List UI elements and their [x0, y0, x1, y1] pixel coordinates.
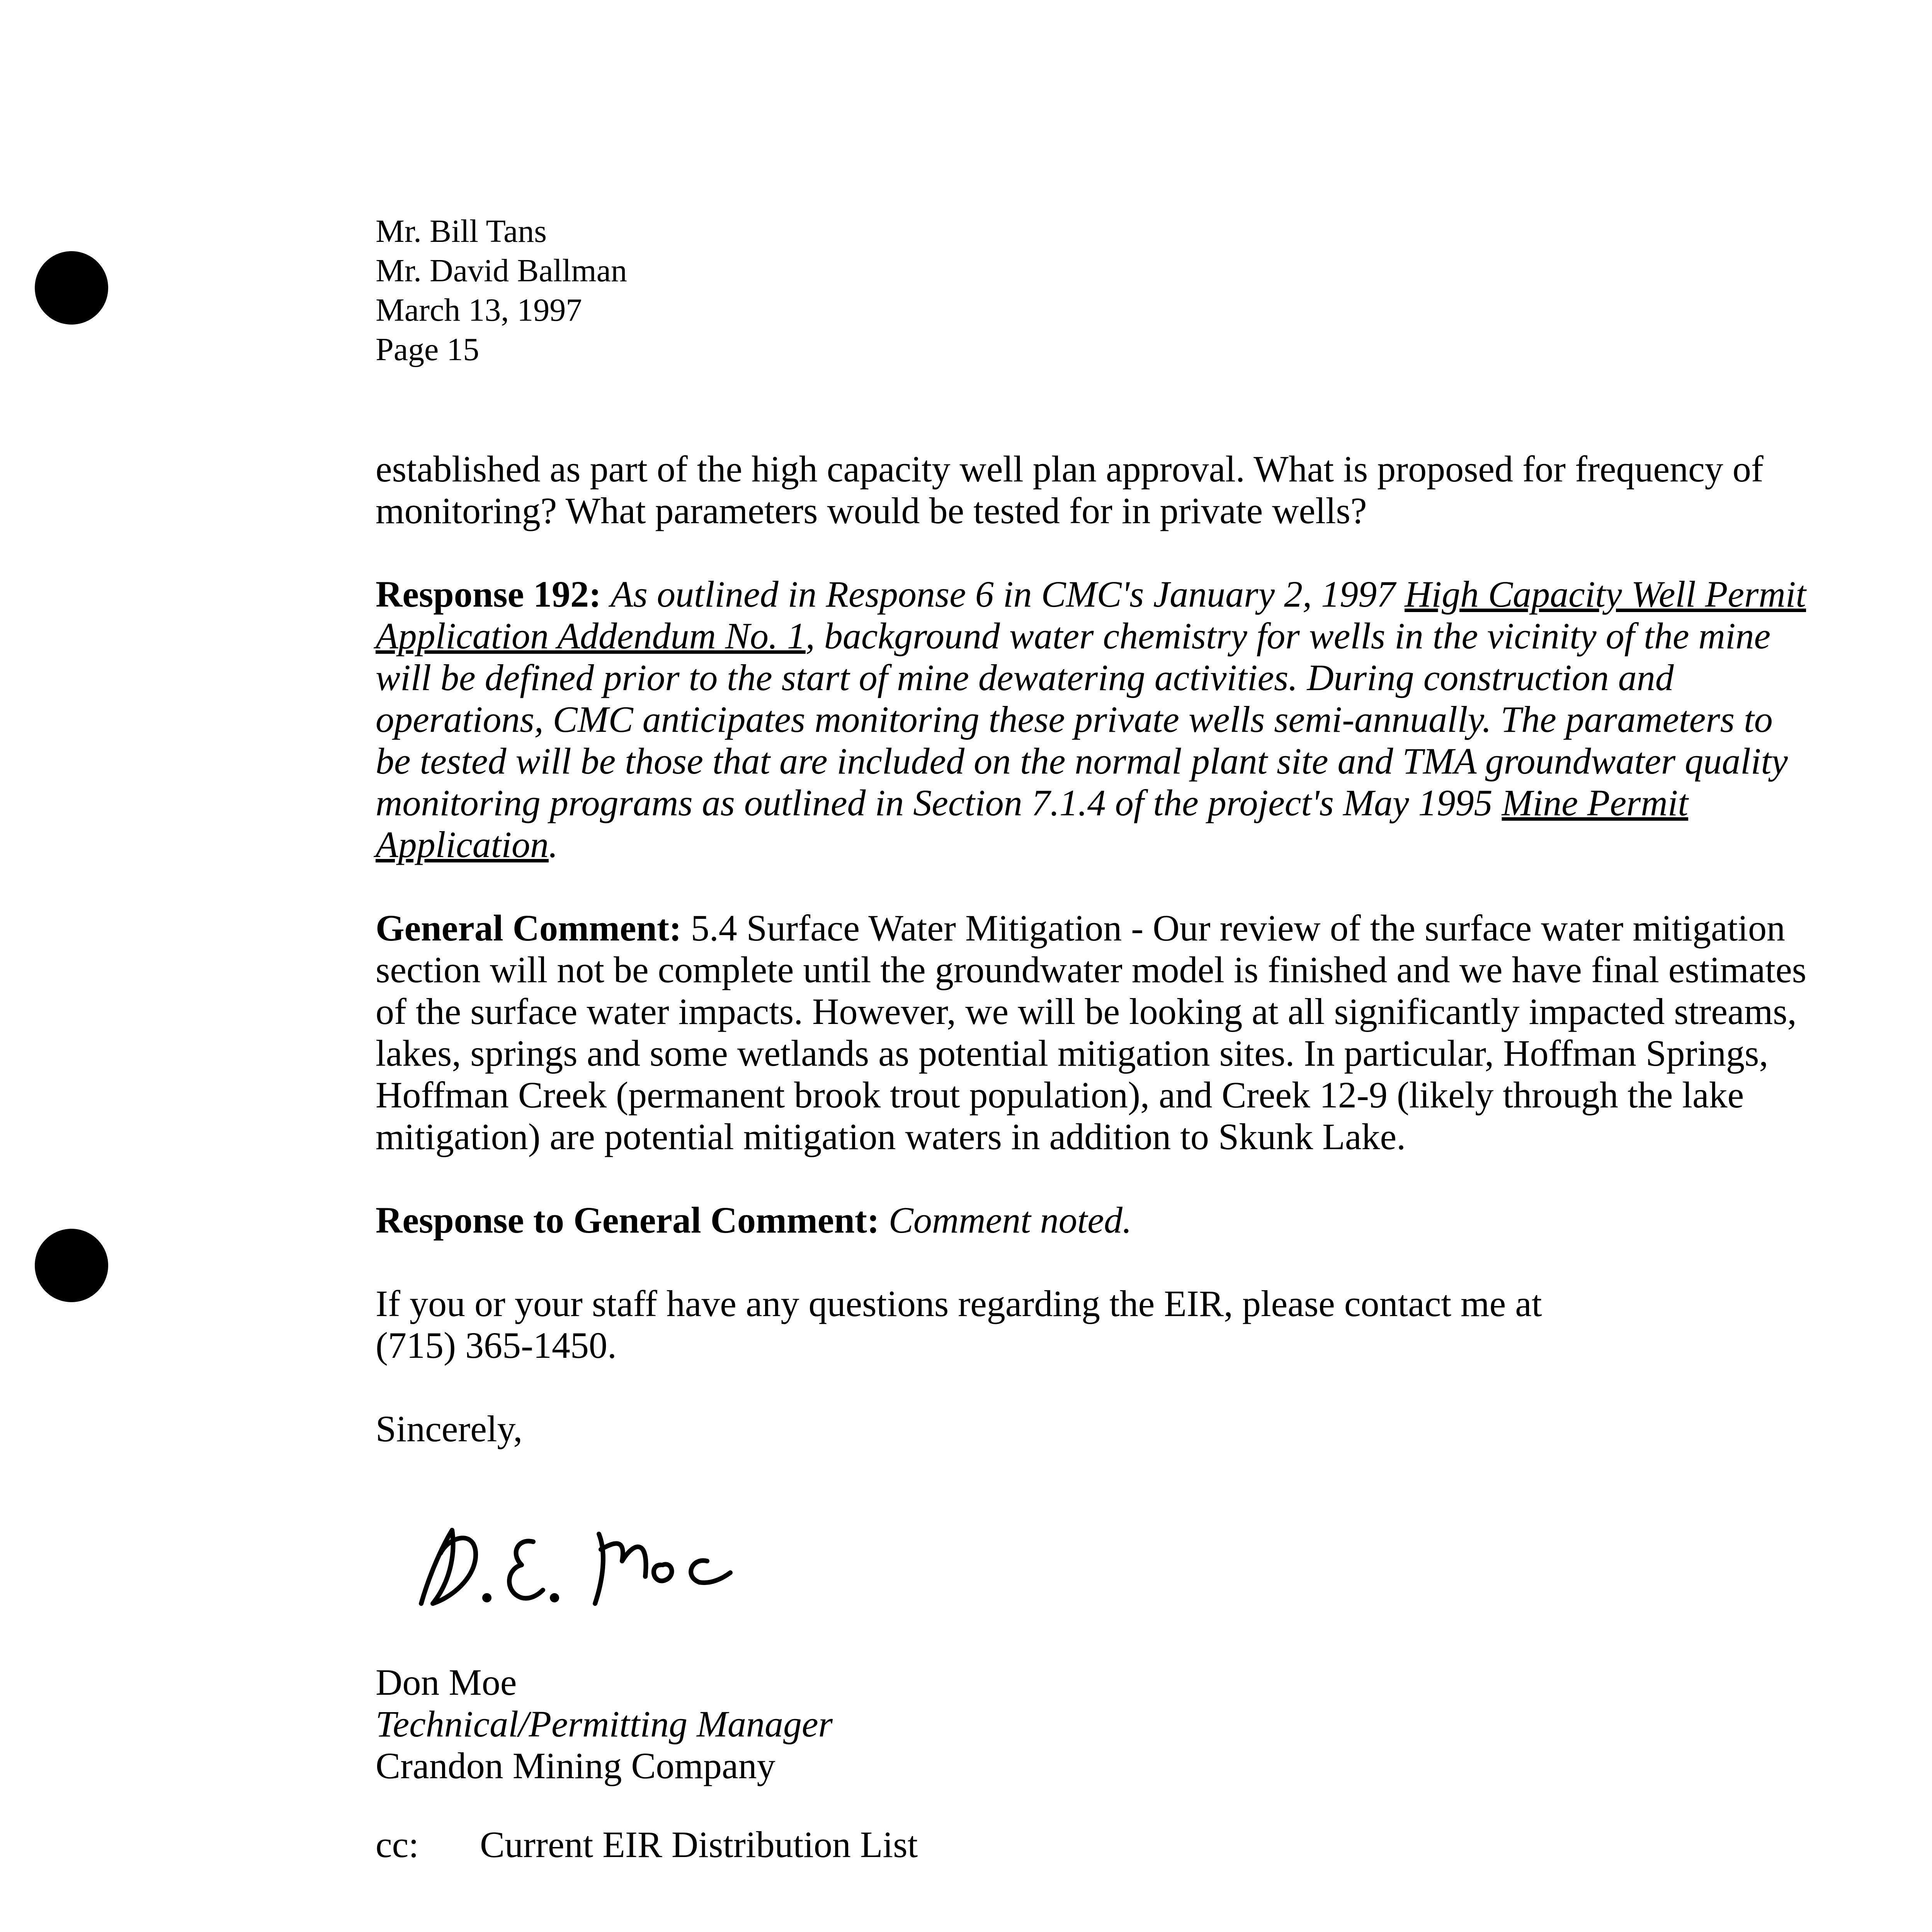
punch-hole-top [35, 251, 108, 325]
contact-line-1: If you or your staff have any questions regarding the EIR, please contact me at [376, 1283, 1542, 1324]
letter-header [376, 212, 627, 369]
doc-title-mine-permit: Mine Permit Application [376, 782, 1689, 865]
response-192-label: Response 192: [376, 573, 602, 615]
page-number: Page 15 [376, 332, 480, 367]
punch-hole-middle [35, 1229, 108, 1302]
letter-body [376, 448, 1813, 1492]
response-192-paragraph [376, 573, 1813, 866]
letter-date: March 13, 1997 [376, 292, 582, 328]
cc-line [376, 1824, 918, 1866]
response-192-text-c: . [548, 824, 558, 865]
general-comment-text: 5.4 Surface Water Mitigation - Our review of the surface water mitigation section will not be complete until the groundwater model is finished and we have final estimates of the surface water impacts. However, we will be looking at all significantly impacted streams, lakes, springs and some wetlands as potential mitigation sites. In particular, Hoffman Springs, Hoffman Creek (permanent brook trout population), and Creek 12-9 (likely through the lake mitigation) are potential mitigation waters in addition to Skunk Lake. [376, 907, 1807, 1157]
cc-value: Current EIR Distribution List [480, 1824, 918, 1865]
signer-company: Crandon Mining Company [376, 1745, 776, 1786]
cc-label: cc: [376, 1824, 419, 1865]
contact-paragraph [376, 1283, 1813, 1366]
intro-paragraph: established as part of the high capacity well plan approval. What is proposed for frequency of monitoring? What parameters would be tested for in private wells? [376, 448, 1764, 531]
signer-name: Don Moe [376, 1662, 517, 1703]
signer-block [376, 1662, 833, 1787]
recipient-2: Mr. David Ballman [376, 253, 627, 289]
signer-title: Technical/Permitting Manager [376, 1703, 833, 1745]
general-comment-label: General Comment: [376, 907, 682, 949]
response-general-text: Comment noted. [888, 1199, 1132, 1241]
contact-phone: (715) 365-1450. [376, 1325, 617, 1366]
general-comment-paragraph [376, 907, 1813, 1158]
signature-image [406, 1507, 753, 1623]
closing: Sincerely, [376, 1408, 523, 1449]
response-general-label: Response to General Comment: [376, 1199, 879, 1241]
response-192-text-a: As outlined in Response 6 in CMC's January 2, 1997 [611, 573, 1405, 615]
response-192-text-b: , background water chemistry for wells in the vicinity of the mine will be defined prior to the start of mine dewatering activities. During construction and operations, CMC anticipates monitoring these private wells semi-annually. The parameters to be tested will be those that are included on the normal plant site and TMA groundwater quality monitoring programs as outlined in Section 7.1.4 of the project's May 1995 [376, 615, 1788, 823]
response-general-paragraph [376, 1199, 1813, 1241]
doc-title-addendum: High Capacity Well Permit Application Addendum No. 1 [376, 573, 1806, 656]
recipient-1: Mr. Bill Tans [376, 213, 547, 249]
